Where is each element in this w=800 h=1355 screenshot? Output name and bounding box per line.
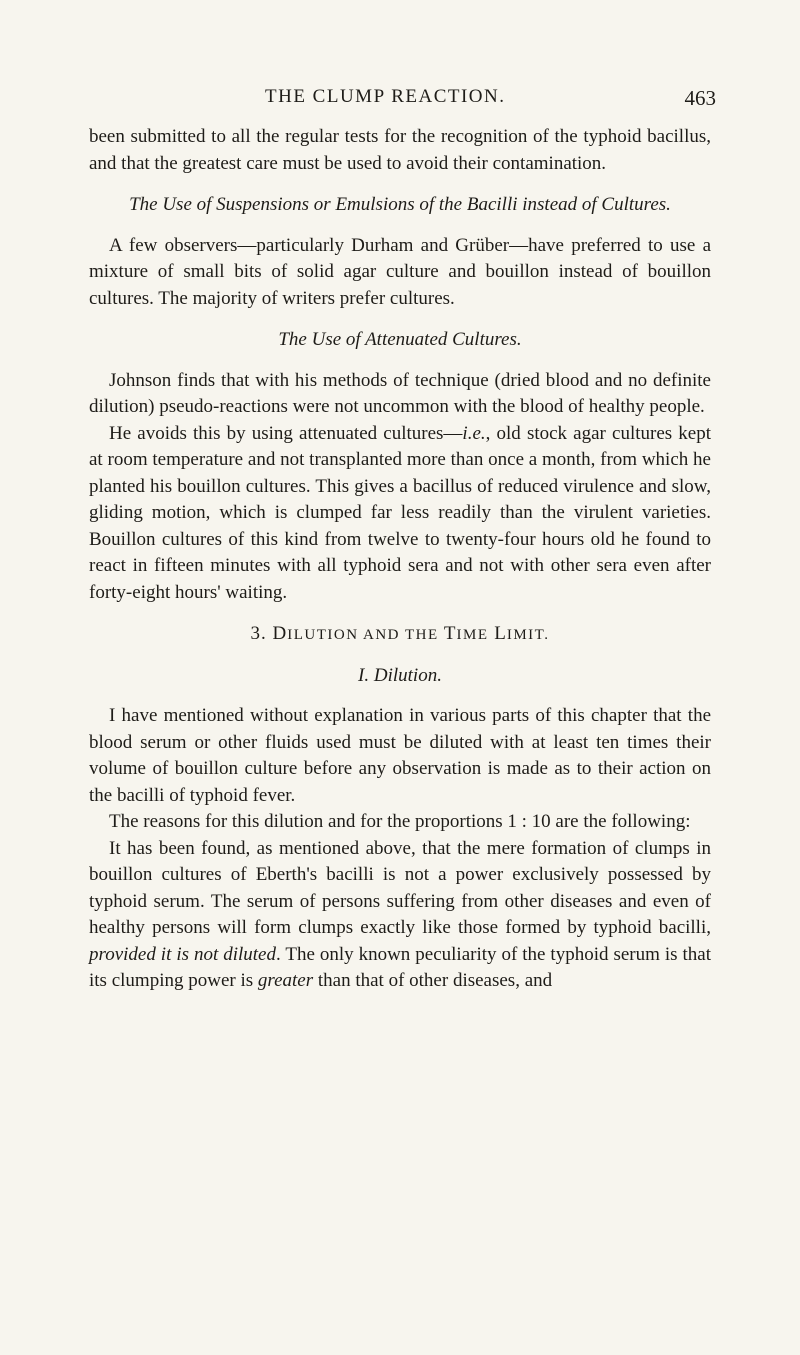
section-smallcaps: IME xyxy=(456,627,489,643)
text-run: . The only known peculiarity of the typhoid serum is that its clumping power is xyxy=(89,943,711,991)
section-number: 3. xyxy=(250,623,273,644)
italic-greater: greater xyxy=(257,970,314,991)
section-smallcaps: IMIT. xyxy=(506,627,550,643)
paragraph-reasons: The reasons for this dilution and for the proportions 1 : 10 are the following: xyxy=(109,811,691,832)
text-run: than that of other diseases, and xyxy=(313,970,553,991)
paragraph-clumps xyxy=(89,836,711,995)
paragraph-attenuated-method xyxy=(89,421,711,607)
section-initial: T xyxy=(443,623,457,644)
running-title: THE CLUMP REACTION. xyxy=(265,86,506,107)
italic-ie: i.e. xyxy=(462,422,486,444)
subheading-attenuated-cultures: The Use of Attenuated Cultures. xyxy=(278,329,522,350)
section-initial: D xyxy=(272,623,288,644)
text-run: , old stock agar cultures kept at room temperature and not transplanted more than once a month, from which he planted his bouillon cultures. This gives a bacillus of reduced virulence and slow, gliding motion, which is clumped far less readily than the virulent varieties. Bouillon cultures of this kind from twelve to twenty-four hours old he found to react in fifteen minutes with all typhoid sera and not with other sera even after forty-eight hours' waiting. xyxy=(89,422,712,603)
section-smallcaps: ILUTION xyxy=(287,627,359,643)
paragraph-durham-gruber: A few observers—particularly Durham and Grüber—have preferred to use a mixture of small bits of solid agar culture and bouillon instead of bouillon cultures. The majority of writers prefer cultures. xyxy=(89,234,711,309)
italic-provided: provided it is not diluted xyxy=(89,943,276,965)
text-run: He avoids this by using attenuated cultures— xyxy=(109,422,463,444)
paragraph-mentioned: I have mentioned without explanation in various parts of this chapter that the blood serum or other fluids used must be diluted with at least ten times their volume of bouillon culture before any observation is made as to their action on the bacilli of typhoid fever. xyxy=(89,705,711,806)
section-initial: L xyxy=(488,623,507,644)
subheading-suspensions: The Use of Suspensions or Emulsions of the Bacilli instead of Cultures. xyxy=(129,194,671,215)
paragraph-continuation: been submitted to all the regular tests for the recognition of the typhoid bacillus, and that the greatest care must be used to avoid their contamination. xyxy=(89,126,711,174)
page-number: 463 xyxy=(684,86,716,110)
section-smallcaps: AND THE xyxy=(358,627,444,643)
page-header xyxy=(0,86,800,116)
page-body xyxy=(89,124,711,995)
section-heading-dilution-time-limit xyxy=(89,621,711,649)
paragraph-johnson: Johnson finds that with his methods of technique (dried blood and no definite dilution) pseudo-reactions were not uncommon with the blood of healthy people. xyxy=(89,369,711,417)
text-run: It has been found, as mentioned above, that the mere formation of clumps in bouillon cultures of Eberth's bacilli is not a power exclusively possessed by typhoid serum. The serum of persons suffering from other diseases and even of healthy persons will form clumps exactly like those formed by typhoid bacilli, xyxy=(89,837,711,938)
subheading-dilution: I. Dilution. xyxy=(358,664,442,686)
